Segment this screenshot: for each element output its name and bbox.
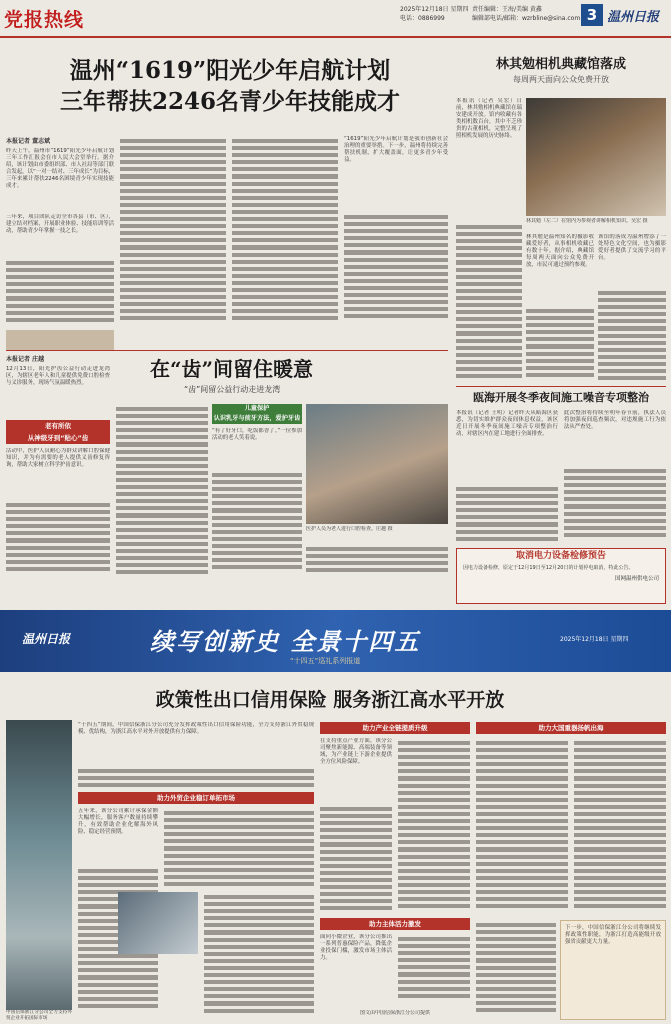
story5-intro: “十四五”期间，中国信保浙江分公司充分发挥政策性出口信用保险功能，全力支持浙江外贸稳规模、优结构，为浙江高水平对外开放提供有力保障。 xyxy=(78,722,314,736)
story5-headline: 政策性出口信用保险 服务浙江高水平开放 xyxy=(155,689,505,711)
section-title: 党报热线 xyxy=(4,9,85,31)
divider xyxy=(6,350,448,351)
story5-body-c8 xyxy=(574,738,666,914)
story2-para2: 林其勉是温州知名的摄影收藏爱好者，从事相机收藏已有数十年。据介绍，典藏馆每周两天面向公众免费开放，市民可通过预约参观。 xyxy=(526,234,594,269)
story1-column3 xyxy=(232,136,338,326)
story4-para1: 12月13日，阳光护齿公益行动走进龙湾区，为辖区老年人和儿童提供免费口腔检查与义诊服务，现场气氛温暖热烈。 xyxy=(6,366,110,387)
header-meta: 2025年12月18日 星期四 电话：0886999 xyxy=(400,6,469,22)
story2-headline: 林其勉相机典藏馆落成 每周两天面向公众免费开放 xyxy=(495,57,626,84)
story5-body-c9 xyxy=(476,920,556,1016)
story5-para1: 五年来，该分公司累计承保金额大幅增长，服务客户数量持续攀升，有效帮助企业化解海外风险、稳定经营预期。 xyxy=(78,808,158,836)
story1-byline: 本报记者 董志斌 xyxy=(6,138,51,145)
story5-body-c5 xyxy=(398,738,470,914)
story5-inline-photo xyxy=(118,892,198,954)
story2-body-left xyxy=(456,222,522,382)
banner-title: 续写创新史 全景十四五 xyxy=(150,627,421,656)
story3-para1: 本报讯（记者 王明）记者昨天从瓯海区获悉，为切实维护群众夜间休息权益，该区近日开展冬季夜间施工噪音专项整治行动，对辖区内在建工地进行全面排查。 xyxy=(456,410,558,438)
story1-column2 xyxy=(120,136,226,326)
page-header xyxy=(0,0,671,38)
story1-para2: 三年来，项目团队走访全市各县（市、区），建立结对档案，开展职业体验、技能培训等活动，帮助青少年掌握一技之长。 xyxy=(6,214,114,235)
story5-body-c2 xyxy=(164,808,314,890)
story3-headline: 瓯海开展冬季夜间施工噪音专项整治 xyxy=(473,391,649,404)
story4-para3: “有了好牙口，吃饭都香了。”一位参加活动的老人笑着说。 xyxy=(212,428,302,442)
story5-subhead1: 助力外贸企业稳订单拓市场 xyxy=(78,792,314,804)
story5-body-c7 xyxy=(476,738,568,914)
story1-para1: 昨天上午，温州市“1619”阳光少年启航计划三年工作汇报会在市人民大会堂举行。据介绍，该计划由市委组织部、市人社局等部门联合发起，以“一对一结对、三年成长”为目标，三年来累计帮扶2246名困境青少年实现技能成才。 xyxy=(6,148,114,190)
story4-subhead2: 儿童保护 认识乳牙与前牙方法，爱护牙齿 xyxy=(213,405,301,422)
story2-body-mid xyxy=(526,306,594,382)
story4-photo-caption: 医护人员为老人进行口腔检查。庄越 摄 xyxy=(306,526,393,532)
story4-para2: 活动中，医护人员耐心为群众讲解口腔保健知识，并为有需要的老人提供义齿修复咨询，帮助大家树立科学护齿意识。 xyxy=(6,448,110,469)
story5-box: 下一步，中国信保浙江分公司将继续发挥政策性职能，为浙江打造高能级开放强省贡献更大力量。 xyxy=(560,920,666,1020)
story3-body-right xyxy=(564,466,666,544)
story1-headline: 温州“1619”阳光少年启航计划 三年帮扶2246名青少年技能成才 xyxy=(59,57,400,115)
story4-body-bottom xyxy=(306,544,448,576)
story5-subhead2: 助力产业全链提质升级 xyxy=(320,722,470,734)
story4-photo xyxy=(306,404,448,524)
story5-body-c3 xyxy=(204,892,314,1016)
story5-side-caption: 中国信保浙江分公司全力支持外贸企业开拓国际市场 xyxy=(6,1010,72,1021)
page-number: 3 xyxy=(581,4,603,26)
story4-byline: 本报记者 庄越 xyxy=(6,356,45,363)
story4-body-left xyxy=(6,500,110,576)
divider xyxy=(456,386,666,387)
story1-logo-image xyxy=(6,330,114,350)
story5-subhead3: 助力主体活力激发 xyxy=(320,918,470,930)
banner-paper-name: 温州日报 xyxy=(22,632,71,646)
power-notice-ad: 取消电力设备检修预告 因电力设备检修，原定于12月19日至12月20日的计划停电取消，特此公告。 国网温州供电公司 xyxy=(456,548,666,604)
banner-date: 2025年12月18日 星期四 xyxy=(560,636,629,643)
story3-para2: 此次整治将持续至明年春节前，执法人员将加强夜间巡查频次，对违规施工行为依法从严查处。 xyxy=(564,410,666,431)
story5-side-photo xyxy=(6,720,72,1010)
story2-body-right xyxy=(598,288,666,382)
story2-para3: 该馆的落成为温州增添了一处特色文化空间，也为摄影爱好者提供了交流学习的平台。 xyxy=(598,234,666,262)
story5-subhead4: 助力大国重器扬帆出海 xyxy=(476,722,666,734)
header-editors: 责任编辑：王海/美编 黄鑫 编辑部电话/邮箱：wzrbline@sina.com xyxy=(472,6,581,22)
story4-subhead1: 老有所依 从神级牙到“贴心”齿 xyxy=(6,420,110,444)
story4-body-mid xyxy=(116,404,208,576)
masthead-logo: 温州日报 xyxy=(607,10,660,25)
story5-para2: 在支持重点产业方面，该分公司聚焦新能源、高端装备等领域，为产业链上下游企业提供全方位风险保障。 xyxy=(320,738,392,766)
story4-body-right xyxy=(212,470,302,576)
story1-body-continued xyxy=(6,258,114,323)
story5-intro-cont xyxy=(78,766,314,790)
story1-column4 xyxy=(344,212,448,322)
story1-para3: “1619”阳光少年启航计划是我市创新社会治理的重要举措。下一步，温州将持续完善帮扶机制，扩大覆盖面，让更多青少年受益。 xyxy=(344,136,448,164)
story5-body-c4 xyxy=(320,804,392,914)
story3-body-left xyxy=(456,484,558,544)
story2-photo xyxy=(526,98,666,216)
story2-para1: 本报讯（记者 吴宏）日前，林其勉相机典藏馆在瑞安建成开放。馆内收藏有各类相机数百台，其中不乏珍贵的古董相机，完整呈现了照相机发展的历史脉络。 xyxy=(456,98,522,140)
story5-body-c6 xyxy=(398,934,470,998)
story4-headline: 在“齿”间留住暖意 “齿”间留公益行动走进龙湾 xyxy=(150,357,314,394)
story5-footer: 图文由中国信保浙江分公司提供 xyxy=(359,1010,430,1016)
story5-para3: 面向小微企业，该分公司推出一系列普惠保险产品，降低企业投保门槛，激发市场主体活力。 xyxy=(320,934,392,962)
banner-subtitle: “十四五”巡礼系列报道 xyxy=(290,657,361,665)
story2-photo-caption: 林其勉（左二）在馆内为参观者讲解相机知识。吴宏 摄 xyxy=(526,218,648,224)
